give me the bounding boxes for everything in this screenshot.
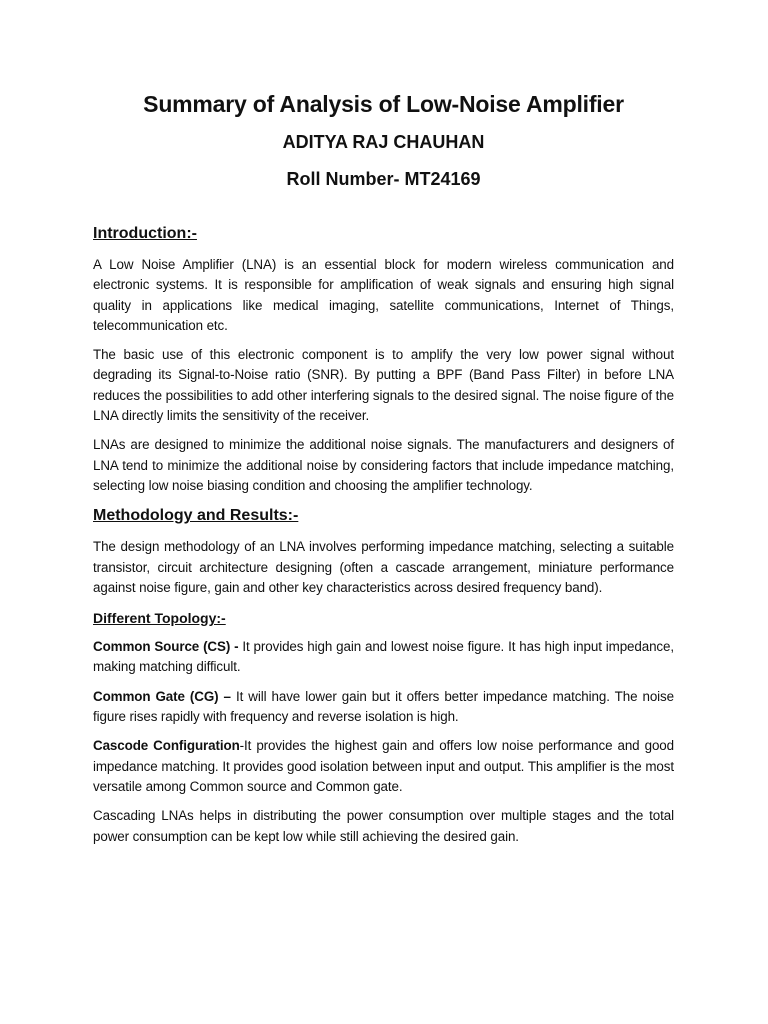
document-page xyxy=(93,88,674,847)
topology-common-gate xyxy=(93,687,674,728)
topology-text-common-gate: It will have lower gain but it offers better impedance matching. The noise figure rises rapidly with frequency and reverse isolation is high. xyxy=(93,688,674,725)
topology-term-cascode: Cascode Configuration xyxy=(93,738,240,754)
introduction-paragraph-1: A Low Noise Amplifier (LNA) is an essential block for modern wireless communication and electronic systems. It is responsible for amplification of weak signals and ensuring high signal quality in applications like medical imaging, satellite communications, Internet of Things, telecommunication etc. xyxy=(93,257,674,333)
topology-term-common-gate: Common Gate (CG) – xyxy=(93,688,231,704)
topology-cascode xyxy=(93,736,674,797)
topology-text-cascode: -It provides the highest gain and offers low noise performance and good impedance matching. It provides good isolation between input and output. This amplifier is the most versatile among Common source and Common gate. xyxy=(93,738,674,794)
introduction-paragraph-2: The basic use of this electronic component is to amplify the very low power signal without degrading its Signal-to-Noise ratio (SNR). By putting a BPF (Band Pass Filter) in before LNA reduces the possibilities to add other interfering signals to the desired signal. The noise figure of the LNA directly limits the sensitivity of the receiver. xyxy=(93,347,674,424)
introduction-heading: Introduction:- xyxy=(93,225,197,242)
introduction-paragraph-3: LNAs are designed to minimize the additional noise signals. The manufacturers and designers of LNA tend to minimize the additional noise by considering factors that include impedance matching, selecting low noise biasing condition and choosing the amplifier technology. xyxy=(93,437,674,493)
topology-term-common-source: Common Source (CS) - xyxy=(93,639,239,655)
document-title: Summary of Analysis of Low-Noise Amplifier xyxy=(143,91,624,117)
author-name: ADITYA RAJ CHAUHAN xyxy=(282,132,485,152)
topology-heading: Different Topology:- xyxy=(93,610,226,627)
roll-number: Roll Number- MT24169 xyxy=(286,169,481,189)
methodology-paragraph: The design methodology of an LNA involves performing impedance matching, selecting a suitable transistor, circuit architecture designing (often a cascade arrangement, miniature performance against noise figure, gain and other key characteristics across desired frequency band). xyxy=(93,539,674,595)
methodology-heading: Methodology and Results:- xyxy=(93,507,299,525)
topology-text-common-source: It provides high gain and lowest noise figure. It has high input impedance, making matching difficult. xyxy=(93,639,674,675)
topology-closing-paragraph: Cascading LNAs helps in distributing the power consumption over multiple stages and the total power consumption can be kept low while still achieving the desired gain. xyxy=(93,808,674,844)
topology-common-source xyxy=(93,637,674,678)
